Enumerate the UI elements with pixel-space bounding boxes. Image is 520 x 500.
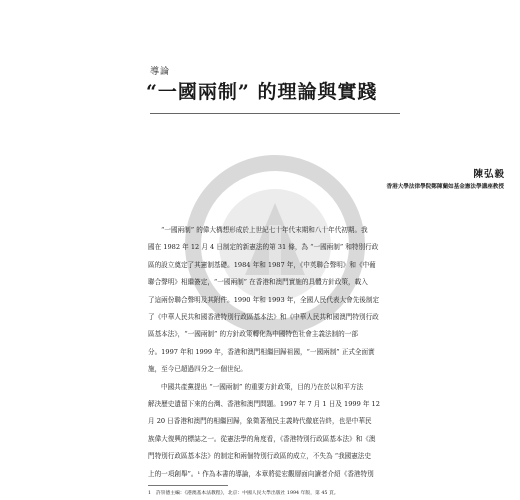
- author-affiliation: 香港大學法律學院鄭陳蘭如基金憲法學講座教授: [386, 184, 504, 190]
- body-line: 聯合聲明》相繼簽定，“一國兩制” 在香港和澳門實施的具體方針政策，載入: [148, 278, 368, 287]
- author-name: 陳弘毅: [473, 169, 505, 180]
- body-line: 族偉大復興的標誌之一。從憲法學的角度看，《香港特別行政區基本法》和《澳: [148, 434, 376, 443]
- body-line: 門特別行政區基本法》的制定和兩個特別行政區的成立，不失為 “我國憲法史: [148, 452, 372, 461]
- title-rule: [150, 113, 400, 114]
- footnote: 1 許崇德主編：《港澳基本法教程》，北京：中國人民大學出版社 1994 年版，第 45 頁。: [148, 491, 339, 496]
- body-line: 解決歷史遺留下來的台灣、香港和澳門問題。1997 年 7 月 1 日及 1999 年 12: [148, 400, 380, 409]
- body-line: “一國兩制” 的偉大構想形成於上世紀七十年代末期和八十年代初期。我: [161, 226, 368, 234]
- body-line: 中國共產黨提出 “一國兩制” 的重要方針政策，目的乃在於以和平方法: [161, 382, 364, 391]
- body-line: 月 20 日香港和澳門的相繼回歸，象徵著殖民主義時代徹底告終，也是中華民: [148, 417, 372, 426]
- body-line: 了這兩份聯合聲明及其附件。1990 年和 1993 年，全國人民代表大會先後制定: [148, 295, 380, 304]
- section-label: 導論: [150, 67, 171, 77]
- body-text: [148, 222, 508, 483]
- chapter-title: “一國兩制” 的理論與實踐: [146, 81, 378, 103]
- footnote-rule: [148, 485, 228, 486]
- body-line: 上的一項創舉”。¹ 作為本書的導論，本章將從宏觀層面向讀者介紹《香港特別: [148, 469, 374, 478]
- body-line: 區的設立奠定了其憲制基礎。1984 年和 1987 年，《中英聯合聲明》和《中葡: [148, 260, 376, 269]
- body-line: 分。1997 年和 1999 年，香港和澳門相繼回歸祖國，“一國兩制” 正式全面實: [148, 347, 375, 356]
- body-line: 區基本法》，“一國兩制” 的方針政策轉化為中國特色社會主義法制的一部: [148, 330, 358, 339]
- body-line: 了《中華人民共和國香港特別行政區基本法》和《中華人民共和國澳門特別行政: [148, 313, 379, 322]
- body-line: 施，至今已超過四分之一個世紀。: [148, 365, 247, 374]
- body-line: 國在 1982 年 12 月 4 日制定的新憲法的第 31 條，為 “一國兩制” 和特別行政: [148, 243, 379, 252]
